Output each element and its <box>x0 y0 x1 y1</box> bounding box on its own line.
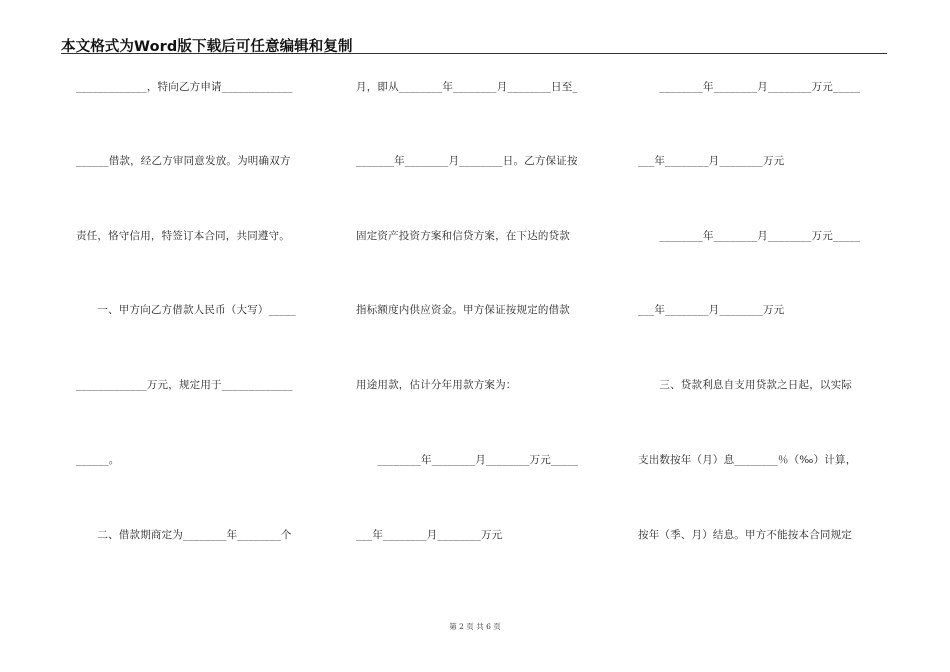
text-line: 月，即从________年________月________日至_ <box>356 81 578 93</box>
text-line: 固定资产投资方案和信贷方案，在下达的贷款 <box>356 230 570 242</box>
text-line: 用途用款，估计分年用款方案为： <box>356 379 517 391</box>
text-line: 一、甲方向乙方借款人民币（大写）_____ <box>76 304 296 316</box>
header-divider <box>61 53 887 54</box>
text-line: _____________万元，规定用于_____________ <box>76 379 293 391</box>
page-number-footer: 第 2 页 共 6 页 <box>449 622 501 631</box>
text-line: 按年（季、月）结息。甲方不能按本合同规定 <box>638 529 852 541</box>
text-line: ________年________月________万元_____ <box>638 230 861 242</box>
text-line: 二、借款期商定为________年________个 <box>76 529 292 541</box>
text-line: 责任，恪守信用，特签订本合同，共同遵守。 <box>76 230 290 242</box>
text-line: ___年________月________万元 <box>638 304 785 316</box>
text-line: ________年________月________万元_____ <box>356 454 579 466</box>
document-header-title: 本文格式为Word版下载后可任意编辑和复制 <box>61 39 353 55</box>
text-line: 指标额度内供应资金。甲方保证按规定的借款 <box>356 304 570 316</box>
text-line: ___年________月________万元 <box>356 529 503 541</box>
text-line: ______。 <box>76 454 120 466</box>
text-line: ___年________月________万元 <box>638 155 785 167</box>
text-line: 支出数按年（月）息________％（‰）计算， <box>638 454 857 466</box>
text-line: _____________，特向乙方申请_____________ <box>76 81 293 93</box>
text-line: ______借款，经乙方审同意发放。为明确双方 <box>76 155 291 167</box>
text-line: _______年________月________日。乙方保证按 <box>356 155 578 167</box>
text-line: ________年________月________万元_____ <box>638 81 861 93</box>
text-line: 三、贷款利息自支用贷款之日起，以实际 <box>638 379 852 391</box>
